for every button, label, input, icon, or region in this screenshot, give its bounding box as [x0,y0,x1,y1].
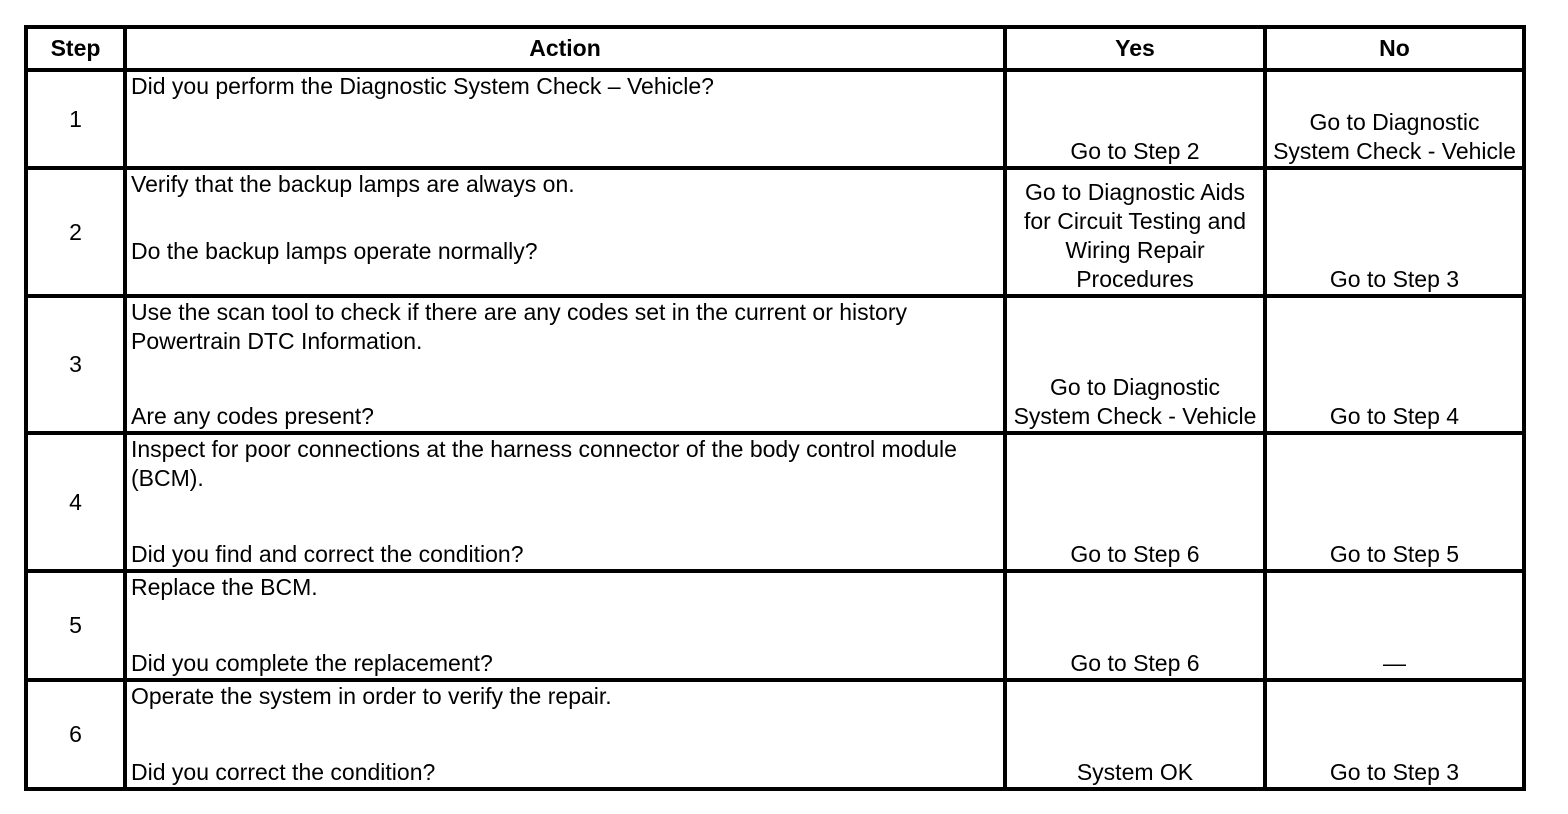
action-cell [125,571,1005,680]
diagnostic-table [24,25,1526,791]
yes-cell: Go to Diagnostic System Check - Vehicle [1005,296,1265,433]
step-number: 1 [26,70,125,168]
table-row [26,571,1524,680]
table-row [26,433,1524,571]
yes-cell: System OK [1005,680,1265,789]
action-instruction: Replace the BCM. [131,574,318,600]
action-question: Did you correct the condition? [131,759,436,785]
action-instruction: Inspect for poor connections at the harness connector of the body control module (BCM). [131,436,964,491]
header-yes: Yes [1005,27,1265,70]
header-step: Step [26,27,125,70]
table-row [26,70,1524,168]
no-cell: Go to Step 3 [1265,168,1524,296]
action-cell [125,680,1005,789]
no-cell: Go to Diagnostic System Check - Vehicle [1265,70,1524,168]
yes-cell: Go to Step 2 [1005,70,1265,168]
table-row [26,296,1524,433]
header-row [26,27,1524,70]
step-number: 6 [26,680,125,789]
no-cell: — [1265,571,1524,680]
action-instruction: Verify that the backup lamps are always on. [131,171,575,197]
header-action: Action [125,27,1005,70]
yes-cell: Go to Step 6 [1005,571,1265,680]
action-instruction: Use the scan tool to check if there are any codes set in the current or history Powertrain DTC Information. [131,299,914,354]
action-cell [125,296,1005,433]
no-cell: Go to Step 4 [1265,296,1524,433]
no-cell: Go to Step 5 [1265,433,1524,571]
action-question: Do the backup lamps operate normally? [131,238,538,264]
action-cell [125,168,1005,296]
action-question: Did you find and correct the condition? [131,541,524,567]
step-number: 4 [26,433,125,571]
header-no: No [1265,27,1524,70]
step-number: 2 [26,168,125,296]
action-instruction: Did you perform the Diagnostic System Check – Vehicle? [131,73,714,99]
no-cell: Go to Step 3 [1265,680,1524,789]
action-instruction: Operate the system in order to verify the repair. [131,683,612,709]
step-number: 5 [26,571,125,680]
step-number: 3 [26,296,125,433]
table-row [26,168,1524,296]
table-row [26,680,1524,789]
yes-cell: Go to Step 6 [1005,433,1265,571]
yes-cell: Go to Diagnostic Aids for Circuit Testing and Wiring Repair Procedures [1005,168,1265,296]
action-question: Did you complete the replacement? [131,650,493,676]
action-cell [125,70,1005,168]
action-question: Are any codes present? [131,403,374,429]
action-cell [125,433,1005,571]
